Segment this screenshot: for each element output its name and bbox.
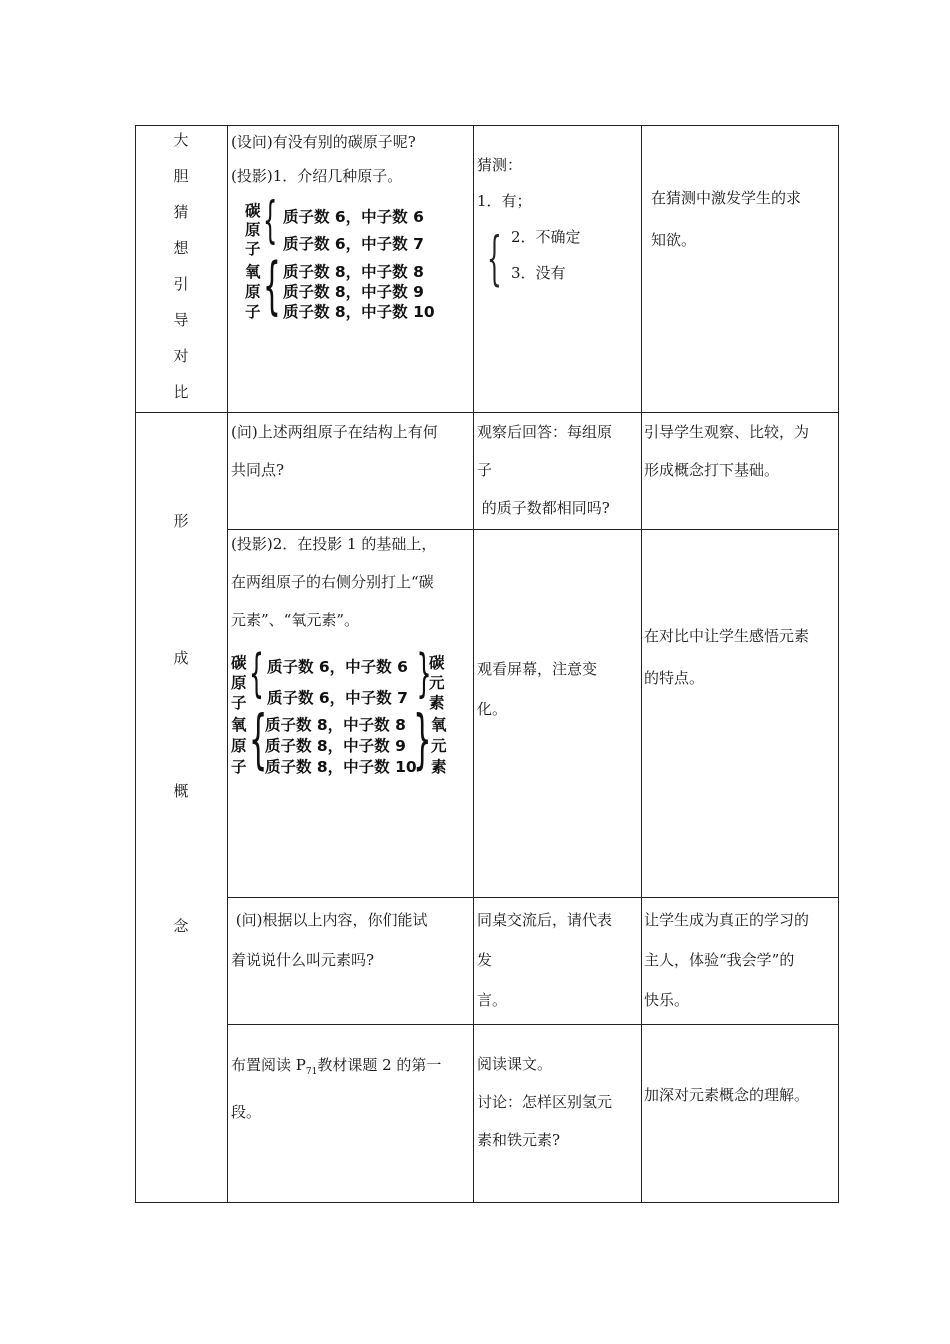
teacher-question: (设问)有没有别的碳原子呢? bbox=[231, 133, 416, 151]
row3-intent-cell bbox=[644, 900, 809, 1020]
table-border-bottom bbox=[135, 1202, 839, 1203]
brace-icon: { bbox=[416, 644, 432, 704]
oxygen-label-char: 子 bbox=[231, 758, 247, 776]
intent-line: 快乐。 bbox=[644, 991, 690, 1009]
stage-char: 概 bbox=[173, 782, 189, 800]
oxygen-label-char: 原 bbox=[231, 737, 247, 755]
student-line: 观看屏幕，注意变 bbox=[477, 660, 598, 678]
oxygen-label-char: 原 bbox=[245, 283, 261, 301]
carbon-label-char: 原 bbox=[231, 674, 247, 692]
row1-student-cell bbox=[477, 413, 612, 527]
row1-intent-cell bbox=[644, 413, 809, 489]
atom-figure-2 bbox=[231, 644, 467, 777]
intent-line: 引导学生观察、比较，为 bbox=[644, 423, 810, 441]
carbon-row: 质子数 6，中子数 7 bbox=[267, 689, 408, 707]
student-line: 子 bbox=[477, 461, 493, 479]
student-line: 观察后回答：每组原 bbox=[477, 423, 613, 441]
carbon-row: 质子数 6，中子数 7 bbox=[283, 235, 424, 253]
row2-intent-cell bbox=[644, 615, 809, 699]
brace-icon: { bbox=[487, 224, 502, 292]
stage1-intent-cell bbox=[651, 177, 801, 261]
stage-char: 念 bbox=[173, 917, 189, 935]
lesson-table bbox=[135, 125, 839, 1203]
teacher-projection: (投影)1．介绍几种原子。 bbox=[231, 167, 403, 185]
atom-figure-1 bbox=[245, 191, 475, 322]
row-divider bbox=[227, 897, 839, 898]
oxygen-element-char: 素 bbox=[431, 758, 447, 776]
oxygen-element-char: 氧 bbox=[431, 716, 447, 734]
row2-teacher-cell bbox=[231, 525, 436, 639]
carbon-label-char: 碳 bbox=[245, 202, 261, 220]
intent-line: 知欲。 bbox=[651, 231, 697, 249]
carbon-row: 质子数 6，中子数 6 bbox=[283, 208, 424, 226]
carbon-label-char: 子 bbox=[231, 694, 247, 712]
page-subscript: 71 bbox=[305, 1067, 318, 1077]
oxygen-row: 质子数 8，中子数 9 bbox=[283, 283, 424, 301]
teacher-line: (问)根据以上内容，你们能试 bbox=[231, 911, 428, 929]
oxygen-label-char: 氧 bbox=[231, 716, 247, 734]
oxygen-label-char: 氧 bbox=[245, 263, 261, 281]
oxygen-row: 质子数 8，中子数 8 bbox=[283, 263, 424, 281]
teacher-text: 布置阅读 P bbox=[231, 1056, 306, 1074]
carbon-element-char: 元 bbox=[429, 674, 445, 692]
stage-char: 导 bbox=[173, 311, 189, 329]
stage-char: 比 bbox=[173, 383, 189, 401]
teacher-line: 段。 bbox=[231, 1103, 262, 1121]
brace-icon: { bbox=[249, 644, 264, 704]
carbon-element-char: 素 bbox=[429, 694, 445, 712]
row2-student-cell bbox=[477, 649, 597, 729]
stage1-teacher-cell bbox=[231, 125, 416, 193]
table-border-right bbox=[838, 125, 839, 1203]
student-line: 讨论：怎样区别氢元 bbox=[477, 1093, 613, 1111]
teacher-line: 着说说什么叫元素吗? bbox=[231, 951, 375, 969]
brace-icon: { bbox=[249, 703, 268, 777]
student-line: 化。 bbox=[477, 700, 508, 718]
column-divider bbox=[641, 125, 642, 1203]
row3-teacher-cell bbox=[231, 900, 427, 980]
row4-teacher-cell bbox=[231, 1045, 441, 1132]
student-guess-item: 3．没有 bbox=[511, 264, 566, 282]
stage-char: 胆 bbox=[173, 167, 189, 185]
oxygen-element-char: 元 bbox=[431, 737, 447, 755]
teacher-line: 元素”、“氧元素”。 bbox=[231, 611, 360, 629]
teacher-line: 在两组原子的右侧分别打上“碳 bbox=[231, 573, 434, 591]
stage-char: 大 bbox=[173, 131, 189, 149]
intent-line: 形成概念打下基础。 bbox=[644, 461, 780, 479]
oxygen-row: 质子数 8，中子数 8 bbox=[265, 716, 406, 734]
stage-char: 想 bbox=[173, 239, 189, 257]
column-divider bbox=[227, 125, 228, 1203]
row4-intent-cell bbox=[644, 1076, 809, 1114]
teacher-line bbox=[231, 1045, 441, 1092]
intent-line: 在对比中让学生感悟元素 bbox=[644, 627, 810, 645]
student-line: 阅读课文。 bbox=[477, 1055, 553, 1073]
intent-line: 让学生成为真正的学习的 bbox=[644, 911, 810, 929]
brace-icon: { bbox=[263, 249, 281, 322]
student-guess-title: 猜测： bbox=[477, 156, 523, 174]
student-guess-item: 1．有； bbox=[477, 192, 532, 210]
brace-icon: { bbox=[413, 703, 432, 777]
teacher-line: (问)上述两组原子在结构上有何 bbox=[231, 423, 438, 441]
carbon-label-char: 子 bbox=[245, 240, 261, 258]
row1-teacher-cell bbox=[231, 413, 438, 489]
carbon-element-char: 碳 bbox=[429, 654, 445, 672]
carbon-label-char: 碳 bbox=[231, 654, 247, 672]
carbon-row: 质子数 6，中子数 6 bbox=[267, 658, 408, 676]
oxygen-label-char: 子 bbox=[245, 303, 261, 321]
carbon-label-char: 原 bbox=[245, 221, 261, 239]
teacher-line: 共同点? bbox=[231, 461, 285, 479]
stage-char: 成 bbox=[173, 649, 189, 667]
intent-line: 的特点。 bbox=[644, 669, 705, 687]
oxygen-row: 质子数 8，中子数 10 bbox=[283, 303, 435, 321]
student-line: 素和铁元素? bbox=[477, 1131, 561, 1149]
stage-char: 对 bbox=[173, 347, 189, 365]
intent-line: 主人，体验“我会学”的 bbox=[644, 951, 795, 969]
stage-char: 引 bbox=[173, 275, 189, 293]
student-line: 同桌交流后，请代表 bbox=[477, 911, 613, 929]
student-guess-item: 2．不确定 bbox=[511, 228, 581, 246]
stage-char: 形 bbox=[173, 512, 189, 530]
student-line: 发 bbox=[477, 951, 493, 969]
teacher-line: (投影)2．在投影 1 的基础上， bbox=[231, 535, 437, 553]
stage-char: 猜 bbox=[173, 203, 189, 221]
oxygen-row: 质子数 8，中子数 9 bbox=[265, 737, 406, 755]
teacher-text: 教材课题 2 的第一 bbox=[317, 1056, 442, 1074]
row-divider bbox=[227, 1024, 839, 1025]
row4-student-cell bbox=[477, 1045, 612, 1159]
oxygen-row: 质子数 8，中子数 10 bbox=[265, 758, 417, 776]
student-line: 的质子数都相同吗? bbox=[477, 499, 610, 517]
student-line: 言。 bbox=[477, 991, 508, 1009]
row3-student-cell bbox=[477, 900, 612, 1020]
intent-line: 加深对元素概念的理解。 bbox=[644, 1086, 810, 1104]
intent-line: 在猜测中激发学生的求 bbox=[651, 189, 802, 207]
brace-icon: { bbox=[263, 191, 278, 249]
